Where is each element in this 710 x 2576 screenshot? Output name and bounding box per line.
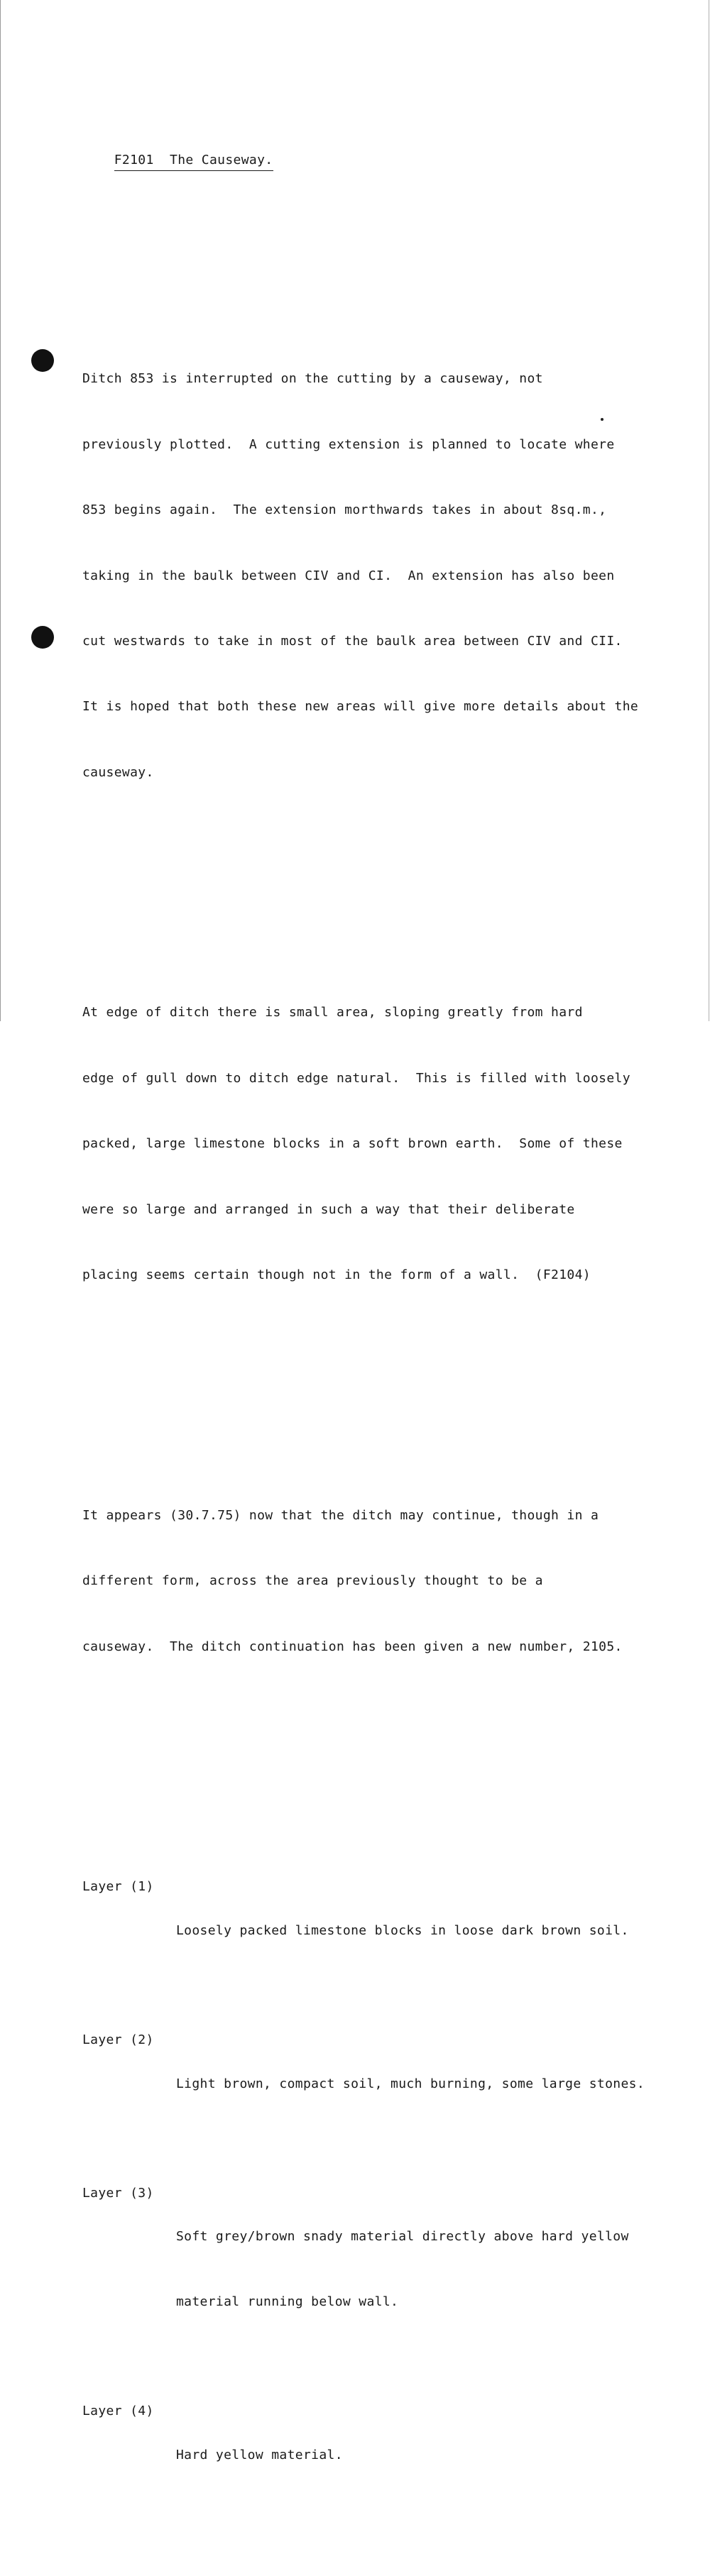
text-line: material running below wall. <box>176 2294 399 2310</box>
text-line: cut westwards to take in most of the baulk area between CIV and CII. <box>82 633 623 649</box>
text-line: Ditch 853 is interrupted on the cutting by a causeway, not <box>82 371 543 387</box>
paragraph-causeway-intro <box>82 325 693 827</box>
text-line: causeway. The ditch continuation has been given a new number, 2105. <box>82 1639 623 1654</box>
spacer <box>82 1746 693 1768</box>
spacer <box>82 238 693 260</box>
paragraph-ditch-continuation <box>82 1461 693 1702</box>
text-line: taking in the baulk between CIV and CI. An extension has also been <box>82 568 615 583</box>
text-line: packed, large limestone blocks in a soft brown earth. Some of these <box>82 1136 623 1152</box>
layer-label: Layer (1) <box>82 1879 154 1895</box>
heading-row <box>82 128 693 194</box>
spacer <box>82 871 693 893</box>
layer-row-4 <box>82 2401 693 2510</box>
punch-hole-lower <box>31 626 54 649</box>
text-line: causeway. <box>82 764 154 780</box>
text-line: previously plotted. A cutting extension is planned to locate where <box>82 436 615 452</box>
layer-description <box>176 1876 693 1986</box>
punch-hole-upper <box>31 349 54 372</box>
layer-description <box>176 2030 693 2139</box>
text-line: Soft grey/brown snady material directly above hard yellow <box>176 2229 629 2245</box>
paragraph-ditch-edge <box>82 959 693 1331</box>
layer-row-3 <box>82 2183 693 2357</box>
text-line: Loosely packed limestone blocks in loose dark brown soil. <box>176 1922 629 1938</box>
text-line: Light brown, compact soil, much burning, some large stones. <box>176 2076 645 2091</box>
layer-label: Layer (4) <box>82 2404 154 2419</box>
page-edge-left <box>0 0 1 1021</box>
layer-label: Layer (2) <box>82 2032 154 2047</box>
layer-row-1 <box>82 1876 693 1986</box>
text-line: At edge of ditch there is small area, sloping greatly from hard <box>82 1005 583 1020</box>
spacer <box>82 1374 693 1396</box>
text-line: It is hoped that both these new areas will give more details about the <box>82 699 639 715</box>
document-heading: F2101 The Causeway. <box>114 150 273 171</box>
layer-description <box>176 2401 693 2510</box>
text-line: 853 begins again. The extension morthwards takes in about 8sq.m., <box>82 502 607 518</box>
text-line: Hard yellow material. <box>176 2448 343 2463</box>
text-line: It appears (30.7.75) now that the ditch may continue, though in a <box>82 1507 599 1523</box>
text-line: placing seems certain though not in the form of a wall. (F2104) <box>82 1267 591 1283</box>
text-line: different form, across the area previously thought to be a <box>82 1573 543 1589</box>
text-line: were so large and arranged in such a way that their deliberate <box>82 1201 575 1217</box>
layer-row-2 <box>82 2030 693 2139</box>
layer-label: Layer (3) <box>82 2185 154 2201</box>
document-body <box>82 84 693 2576</box>
layer-list <box>82 1833 693 2554</box>
text-line: edge of gull down to ditch edge natural. This is filled with loosely <box>82 1070 630 1086</box>
layer-description <box>176 2183 693 2357</box>
